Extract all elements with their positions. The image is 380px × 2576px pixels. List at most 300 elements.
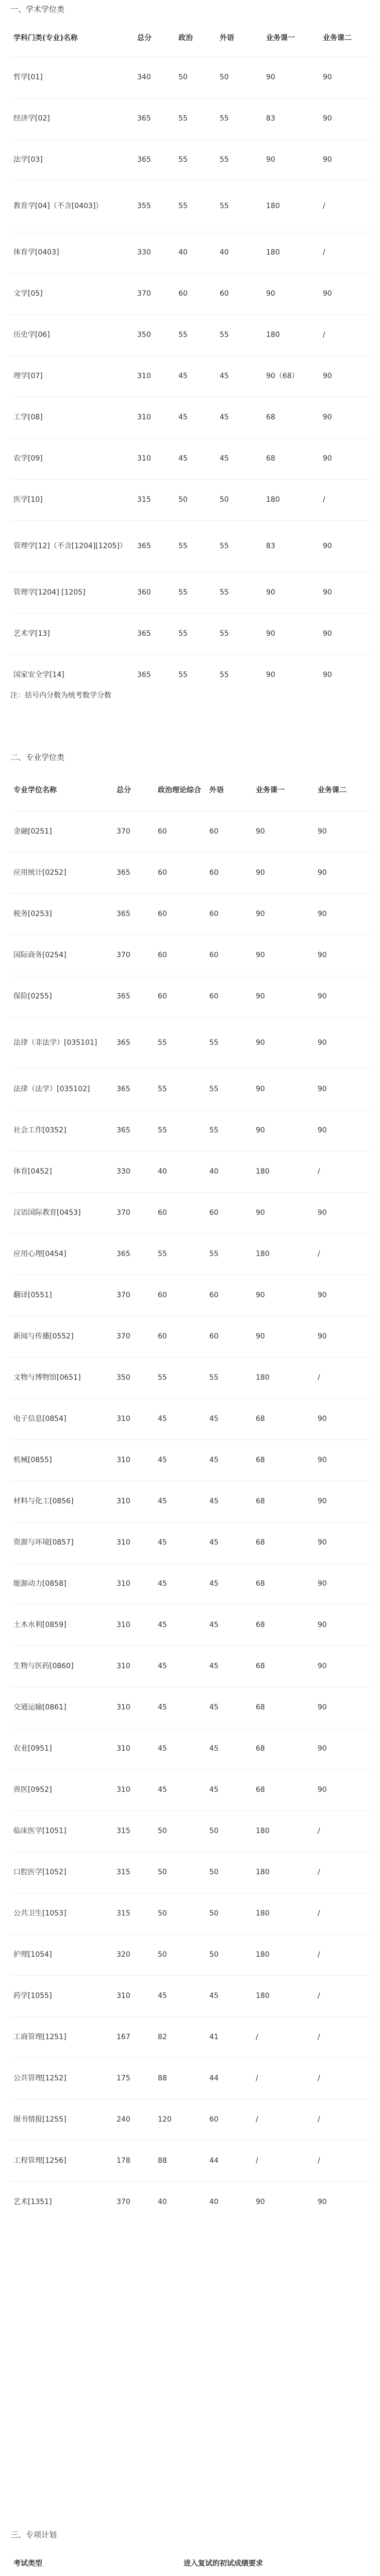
score-cell: 68 [256,1744,265,1753]
table-row [10,935,371,976]
score-cell: / [318,2074,320,2082]
score-cell: 45 [178,372,188,380]
score-cell: 90 [323,671,332,680]
column-header: 外语 [220,33,234,42]
score-cell: 45 [209,1580,219,1588]
score-cell: 60 [158,992,167,1001]
score-cell: 180 [256,1951,270,1959]
score-cell: 310 [117,1703,130,1711]
score-cell: / [323,248,325,257]
column-header [98,2548,180,2576]
score-cell: 90 [323,588,332,597]
table-header-row [10,2548,371,2576]
score-cell: 40 [158,1167,167,1176]
score-cell: 370 [117,951,130,959]
score-cell: 90 [323,372,332,380]
score-cell: 90 [256,951,265,959]
score-cell: 41 [209,2033,219,2041]
score-cell: 50 [209,1827,219,1835]
professional-table-body [10,811,371,2223]
score-cell: 50 [209,1868,219,1876]
score-cell: 60 [158,951,167,959]
score-cell: 365 [137,114,151,123]
table-row [10,572,371,613]
column-header: 政治 [178,33,193,42]
score-cell: 310 [117,1538,130,1547]
degree-name-cell: 汉语国际教育[0453] [13,1209,81,1217]
score-cell: / [318,1992,320,2000]
degree-name-cell: 保险[0255] [13,992,52,1001]
score-cell: 90 [318,1209,327,1217]
table-row [10,2099,371,2140]
score-cell: / [318,2033,320,2041]
score-cell: 365 [137,542,151,550]
column-header: 总分 [137,33,152,42]
score-cell: 90 [256,1209,265,1217]
table-row [10,1192,371,1233]
table-row [10,1233,371,1275]
score-cell: 40 [178,248,188,257]
discipline-name-cell: 艺术学[13] [13,630,50,638]
degree-name-cell: 法律（非法学）[035101] [13,1039,97,1047]
score-cell: 45 [158,1580,167,1588]
score-cell: 365 [117,869,130,877]
score-cell: 310 [117,1621,130,1629]
score-cell: 365 [117,1126,130,1134]
table-row [10,232,371,273]
professional-score-table [10,770,371,2223]
score-cell: 370 [117,1332,130,1341]
score-cell: 90 [256,1085,265,1093]
score-cell: 68 [256,1580,265,1588]
score-cell: 60 [209,910,219,918]
score-cell: / [256,2115,258,2124]
score-cell: 90 [318,951,327,959]
score-cell: 55 [178,630,188,638]
score-cell: 50 [220,496,229,504]
score-cell: 310 [117,1662,130,1670]
score-cell: 180 [256,1827,270,1835]
table-row [10,2016,371,2058]
score-cell: 90 [318,1662,327,1670]
degree-name-cell: 公共卫生[1053] [13,1909,67,1918]
score-cell: 90 [318,1291,327,1299]
table-row [10,1357,371,1398]
degree-name-cell: 图书情报[1255] [13,2115,67,2124]
score-cell: 60 [158,1332,167,1341]
degree-name-cell: 工程管理[1256] [13,2157,67,2165]
score-cell: 310 [117,1497,130,1505]
discipline-name-cell: 管理学[1204] [1205] [13,588,86,597]
score-cell: 45 [209,1621,219,1629]
score-cell: 82 [158,2033,167,2041]
degree-name-cell: 资源与环境[0857] [13,1538,74,1547]
table-row [10,1975,371,2016]
score-cell: 50 [158,1868,167,1876]
score-cell: 45 [158,1992,167,2000]
score-cell: 310 [117,1456,130,1464]
score-cell: 90 [256,1291,265,1299]
degree-name-cell: 兽医[0952] [13,1786,52,1794]
score-cell: 60 [209,1291,219,1299]
score-cell: 240 [117,2115,130,2124]
score-cell: / [318,1909,320,1918]
score-cell: 90 [323,413,332,421]
table-row [10,180,371,232]
degree-name-cell: 能源动力[0858] [13,1580,67,1588]
score-cell: 55 [220,331,229,339]
column-header: 总分 [117,786,131,794]
discipline-name-cell: 国家安全学[14] [13,671,64,680]
section-title-professional: 二、专业学位类 [10,753,65,762]
table-row [10,2140,371,2181]
score-cell: 55 [209,1085,219,1093]
score-cell: 55 [220,671,229,680]
table-row [10,479,371,520]
degree-name-cell: 文物与博物馆[0651] [13,1374,81,1382]
score-cell: 55 [220,156,229,164]
score-cell: 68 [256,1456,265,1464]
score-cell: 180 [256,1868,270,1876]
score-cell: 365 [117,1039,130,1047]
table-row [10,1275,371,1316]
score-cell: 68 [266,413,275,421]
table-row [10,397,371,438]
table-row [10,57,371,98]
score-cell: 40 [220,248,229,257]
score-cell: / [323,496,325,504]
degree-name-cell: 翻译[0551] [13,1291,52,1299]
table-row [10,314,371,355]
score-cell: 45 [209,1703,219,1711]
score-cell: 365 [137,671,151,680]
column-header: 政治理论综合 [158,786,201,794]
discipline-name-cell: 历史学[06] [13,331,50,339]
score-cell: 60 [209,1332,219,1341]
column-header: 业务课二 [323,33,352,42]
score-cell: 55 [178,202,188,210]
score-cell: 90 [318,2198,327,2207]
column-header: 进入复试的初试成绩要求 [184,2559,263,2568]
table-header-row [10,770,371,811]
score-cell: 50 [158,1951,167,1959]
score-cell: 50 [209,1951,219,1959]
score-cell: 45 [158,1662,167,1670]
discipline-name-cell: 工学[08] [13,413,43,421]
score-cell: 44 [209,2074,219,2082]
score-cell: 120 [158,2115,172,2124]
score-cell: 365 [137,156,151,164]
degree-name-cell: 国际商务[0254] [13,951,67,959]
score-cell: / [318,1868,320,1876]
score-cell: 340 [137,73,151,81]
score-cell: 45 [158,1744,167,1753]
score-cell: 310 [117,1580,130,1588]
degree-name-cell: 交通运输[0861] [13,1703,67,1711]
score-cell: 50 [178,496,188,504]
score-cell: 45 [209,1744,219,1753]
score-cell: 365 [117,992,130,1001]
score-cell: 90 [256,992,265,1001]
table-row [10,654,371,696]
score-cell: 45 [209,1538,219,1547]
degree-name-cell: 应用心理[0454] [13,1250,67,1258]
table-row [10,1687,371,1728]
degree-name-cell: 护理[1054] [13,1951,52,1959]
score-cell: 45 [220,413,229,421]
table-row [10,976,371,1017]
score-cell: 90 [266,671,275,680]
score-cell: / [318,1827,320,1835]
column-header: 考试类型 [13,2559,42,2568]
table-row [10,852,371,893]
score-cell: 60 [158,1291,167,1299]
score-cell: 90 [318,1039,327,1047]
score-cell: 180 [266,331,280,339]
degree-name-cell: 税务[0253] [13,910,52,918]
table-row [10,1769,371,1810]
score-cell: 330 [117,1167,130,1176]
table-row [10,1316,371,1357]
score-cell: 55 [209,1374,219,1382]
degree-name-cell: 新闻与传播[0552] [13,1332,74,1341]
score-cell: 310 [117,1415,130,1423]
score-cell: 90 [323,454,332,463]
score-cell: 45 [158,1538,167,1547]
score-cell: 90 [318,910,327,918]
section-title-special: 三、专项计划 [10,2530,57,2539]
score-cell: 55 [209,1250,219,1258]
score-cell: 370 [137,290,151,298]
score-cell: 88 [158,2157,167,2165]
score-cell: 60 [158,869,167,877]
column-header: 外语 [209,786,224,794]
column-header: 业务课一 [266,33,295,42]
score-cell: / [318,2115,320,2124]
table-row [10,1017,371,1069]
score-cell: 90 [318,1332,327,1341]
score-cell: 175 [117,2074,130,2082]
score-cell: 310 [117,1992,130,2000]
score-cell: / [256,2074,258,2082]
discipline-name-cell: 教育学[04]（不含[0403]） [13,202,103,210]
score-cell: 50 [158,1909,167,1918]
score-cell: 180 [266,248,280,257]
table-header-row [10,20,371,57]
score-cell: 68 [256,1415,265,1423]
score-cell: 55 [220,630,229,638]
score-cell: 365 [137,630,151,638]
score-cell: 370 [117,827,130,836]
degree-name-cell: 金融[0251] [13,827,52,836]
score-cell: 55 [178,114,188,123]
score-cell: 90 [266,290,275,298]
table-row [10,1646,371,1687]
score-cell: 90 [318,1456,327,1464]
score-cell: 90 [323,114,332,123]
score-cell: 365 [117,1085,130,1093]
degree-name-cell: 应用统计[0252] [13,869,67,877]
score-cell: 90 [323,630,332,638]
score-cell: 44 [209,2157,219,2165]
score-cell: 90 [318,827,327,836]
degree-name-cell: 口腔医学[1052] [13,1868,67,1876]
section-title-academic: 一、学术学位类 [10,5,65,14]
score-cell: 90 [318,1085,327,1093]
score-cell: 45 [158,1497,167,1505]
score-cell: 68 [256,1497,265,1505]
score-cell: 40 [209,2198,219,2207]
score-cell: 45 [209,1415,219,1423]
score-cell: 180 [266,496,280,504]
table-row [10,1439,371,1481]
score-cell: 315 [117,1909,130,1918]
score-cell: 90 [318,1415,327,1423]
score-cell: 315 [137,496,151,504]
discipline-name-cell: 哲学[01] [13,73,43,81]
score-cell: 355 [137,202,151,210]
score-cell: 180 [256,1167,270,1176]
column-header: 专业学位名称 [13,786,57,794]
score-cell: / [318,1374,320,1382]
score-cell: 55 [158,1085,167,1093]
score-cell: 180 [266,202,280,210]
degree-name-cell: 电子信息[0854] [13,1415,67,1423]
score-cell: / [256,2033,258,2041]
score-cell: 45 [178,454,188,463]
degree-name-cell: 公共管理[1252] [13,2074,67,2082]
score-cell: 60 [158,910,167,918]
score-cell: 310 [117,1786,130,1794]
table-row [10,98,371,139]
score-cell: 45 [209,1992,219,2000]
column-header: 业务课二 [318,786,346,794]
score-cell: 330 [137,248,151,257]
score-cell: 90 [323,73,332,81]
score-cell: 60 [158,827,167,836]
degree-name-cell: 艺术[1351] [13,2198,52,2207]
score-cell: / [256,2157,258,2165]
score-cell: 90 [323,542,332,550]
score-cell: 350 [117,1374,130,1382]
score-cell: 55 [209,1039,219,1047]
score-cell: 45 [158,1415,167,1423]
discipline-name-cell: 经济学[02] [13,114,50,123]
score-cell: 45 [209,1456,219,1464]
discipline-name-cell: 农学[09] [13,454,43,463]
score-cell: 90 [266,156,275,164]
score-cell: 68 [256,1703,265,1711]
table-row [10,811,371,852]
discipline-name-cell: 文学[05] [13,290,43,298]
score-cell: 90 [266,588,275,597]
score-cell: 370 [117,1291,130,1299]
score-cell: 90 [318,992,327,1001]
discipline-name-cell: 法学[03] [13,156,43,164]
table-row [10,1481,371,1522]
score-cell: 45 [158,1786,167,1794]
score-cell: 60 [178,290,188,298]
score-cell: 55 [178,331,188,339]
degree-name-cell: 体育[0452] [13,1167,52,1176]
score-cell: 180 [256,1250,270,1258]
score-cell: 90（68） [266,372,299,380]
table-row [10,520,371,572]
score-cell: 40 [209,1167,219,1176]
table-row [10,355,371,397]
table-row [10,1728,371,1769]
score-cell: 180 [256,1909,270,1918]
score-cell: 90 [318,1580,327,1588]
score-cell: 55 [220,202,229,210]
table-row [10,273,371,314]
score-cell: 45 [209,1497,219,1505]
score-cell: 55 [220,588,229,597]
degree-name-cell: 农业[0951] [13,1744,52,1753]
score-cell: 55 [158,1374,167,1382]
degree-name-cell: 机械[0855] [13,1456,52,1464]
degree-name-cell: 临床医学[1051] [13,1827,67,1835]
score-cell: 45 [158,1621,167,1629]
table-row [10,1934,371,1975]
score-cell: 45 [158,1703,167,1711]
score-cell: 90 [266,73,275,81]
table-row [10,1563,371,1604]
score-cell: 60 [209,992,219,1001]
degree-name-cell: 法律（法学）[035102] [13,1085,90,1093]
score-cell: 90 [256,1039,265,1047]
discipline-name-cell: 理学[07] [13,372,43,380]
table-row [10,893,371,935]
score-cell: 90 [256,2198,265,2207]
score-cell: 90 [256,827,265,836]
discipline-name-cell: 管理学[12]（不含[1204][1205]） [13,542,127,550]
table-row [10,1604,371,1646]
table-row [10,1151,371,1192]
score-cell: 68 [256,1621,265,1629]
table-row [10,1069,371,1110]
score-cell: / [323,331,325,339]
score-cell: 55 [178,671,188,680]
column-header: 业务课一 [256,786,285,794]
score-cell: 350 [137,331,151,339]
table-row [10,1522,371,1563]
score-cell: 55 [209,1126,219,1134]
score-cell: 60 [209,869,219,877]
score-cell: 45 [220,454,229,463]
score-cell: 45 [209,1786,219,1794]
score-cell: 90 [266,630,275,638]
table-row [10,1810,371,1852]
score-cell: 55 [220,542,229,550]
academic-note: 注：括号内分数为统考数学分数 [10,691,111,700]
score-cell: 90 [318,1744,327,1753]
score-cell: 365 [117,910,130,918]
academic-table-body [10,57,371,696]
score-cell: 365 [117,1250,130,1258]
score-cell: / [318,1250,320,1258]
score-cell: 370 [117,2198,130,2207]
degree-name-cell: 社会工作[0352] [13,1126,67,1134]
score-cell: 315 [117,1827,130,1835]
score-cell: 45 [178,413,188,421]
score-cell: 55 [178,542,188,550]
degree-name-cell: 生物与医药[0860] [13,1662,74,1670]
score-cell: 60 [209,827,219,836]
score-cell: 360 [137,588,151,597]
score-cell: 90 [318,1786,327,1794]
degree-name-cell: 药学[1055] [13,1992,52,2000]
